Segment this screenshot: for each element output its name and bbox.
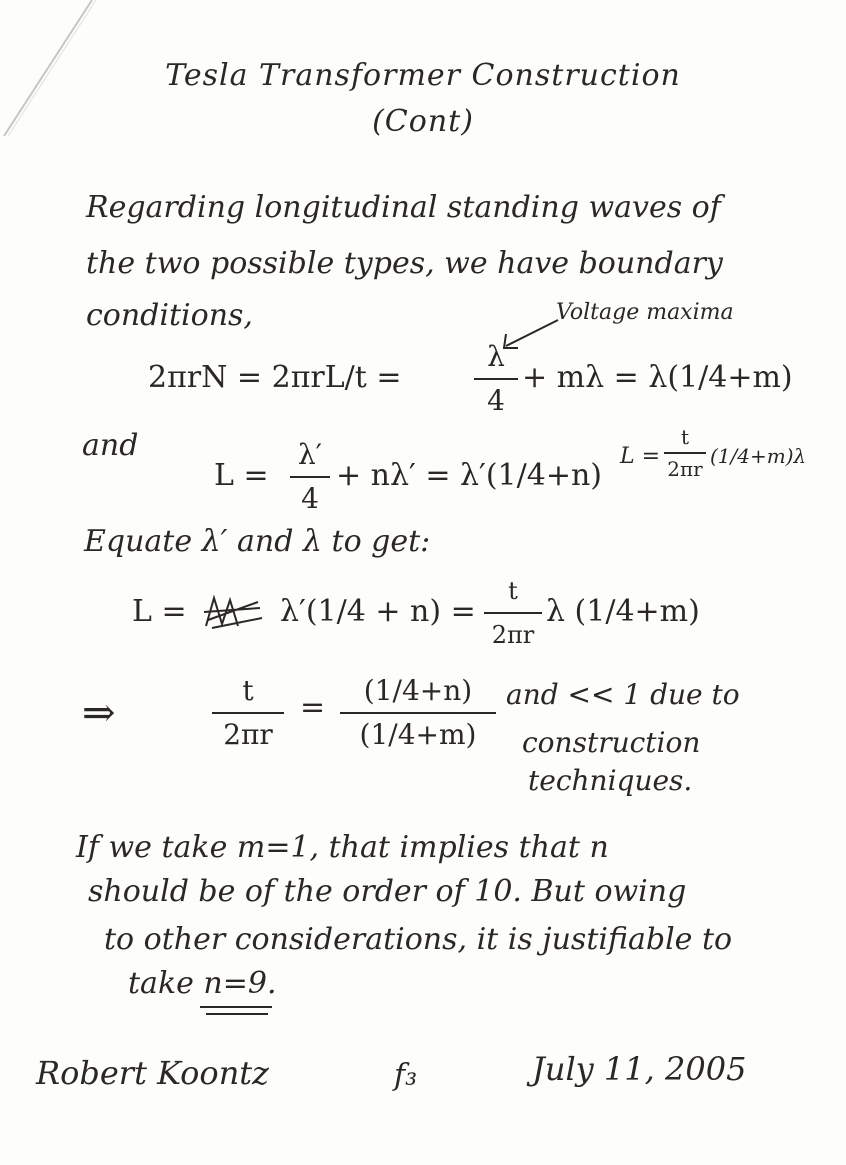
equation-1-lhs: 2πrN = 2πrL/t = — [148, 360, 402, 395]
side-equation-fraction — [664, 424, 706, 482]
equation-2-numerator: λ′ — [297, 438, 323, 471]
side-equation-rhs: (1/4+m)λ — [710, 444, 807, 468]
side-equation-numerator: t — [680, 425, 690, 449]
equation-3-middle: λ′(1/4 + n) = — [280, 594, 476, 629]
side-equation-denominator: 2πr — [667, 457, 703, 481]
implies-note-line-1: and << 1 due to — [506, 678, 740, 711]
equation-1-rhs: + mλ = λ(1/4+m) — [522, 360, 793, 395]
author-signature: Robert Koontz — [36, 1054, 270, 1092]
equation-1-fraction — [474, 338, 518, 420]
equate-line: Equate λ′ and λ to get: — [84, 524, 431, 559]
implies-equals: = — [300, 690, 326, 725]
paragraph-2-line-2: should be of the order of 10. But owing — [88, 874, 687, 909]
document-title: Tesla Transformer Construction — [165, 58, 681, 93]
implies-rhs-denominator: (1/4+m) — [359, 718, 477, 751]
equation-3-fraction — [484, 572, 542, 654]
implies-note-line-3: techniques. — [528, 764, 693, 797]
implies-note-line-2: construction — [522, 726, 701, 759]
paragraph-1-line-2: the two possible types, we have boundary — [86, 246, 723, 281]
implies-lhs-fraction — [212, 672, 284, 754]
implies-rhs-fraction — [340, 672, 496, 754]
equation-1-numerator: λ — [487, 340, 505, 373]
double-underline-top — [200, 1006, 272, 1008]
implies-rhs-numerator: (1/4+n) — [363, 674, 473, 707]
paragraph-2-line-4: take n=9. — [128, 966, 277, 1001]
implies-lhs-numerator: t — [242, 674, 254, 707]
document-subtitle: (Cont) — [372, 104, 474, 139]
fraction-bar — [290, 476, 330, 478]
equation-3-denominator: 2πr — [491, 621, 535, 649]
equation-1-denominator: 4 — [487, 384, 505, 417]
equation-3-lhs: L = — [132, 594, 187, 629]
crossed-out-scribble — [200, 590, 266, 636]
equation-2-rhs: + nλ′ = λ′(1/4+n) — [336, 458, 603, 493]
implies-lhs-denominator: 2πr — [223, 718, 273, 751]
equation-2-lhs: L = — [214, 458, 269, 493]
fraction-bar — [484, 612, 542, 614]
equation-2-denominator: 4 — [301, 482, 319, 515]
and-label: and — [82, 428, 139, 463]
fraction-bar — [474, 378, 518, 380]
page-number: f₃ — [394, 1058, 418, 1093]
fraction-bar — [664, 452, 706, 454]
fraction-bar — [340, 712, 496, 714]
voltage-maxima-annotation: Voltage maxima — [556, 300, 734, 325]
document-date: July 11, 2005 — [532, 1050, 747, 1088]
paragraph-1-line-1: Regarding longitudinal standing waves of — [86, 190, 721, 225]
paragraph-1-line-3: conditions, — [86, 298, 253, 333]
fraction-bar — [212, 712, 284, 714]
side-equation-lhs: L = — [620, 444, 661, 469]
equation-2-fraction — [290, 436, 330, 518]
paragraph-2-line-1: If we take m=1, that implies that n — [76, 830, 609, 865]
double-underline-bottom — [206, 1013, 268, 1015]
equation-3-rhs: λ (1/4+m) — [546, 594, 700, 629]
equation-3-numerator: t — [508, 577, 518, 605]
paragraph-2-line-3: to other considerations, it is justifiable to — [104, 922, 733, 957]
implies-arrow-icon: ⇒ — [82, 690, 116, 736]
